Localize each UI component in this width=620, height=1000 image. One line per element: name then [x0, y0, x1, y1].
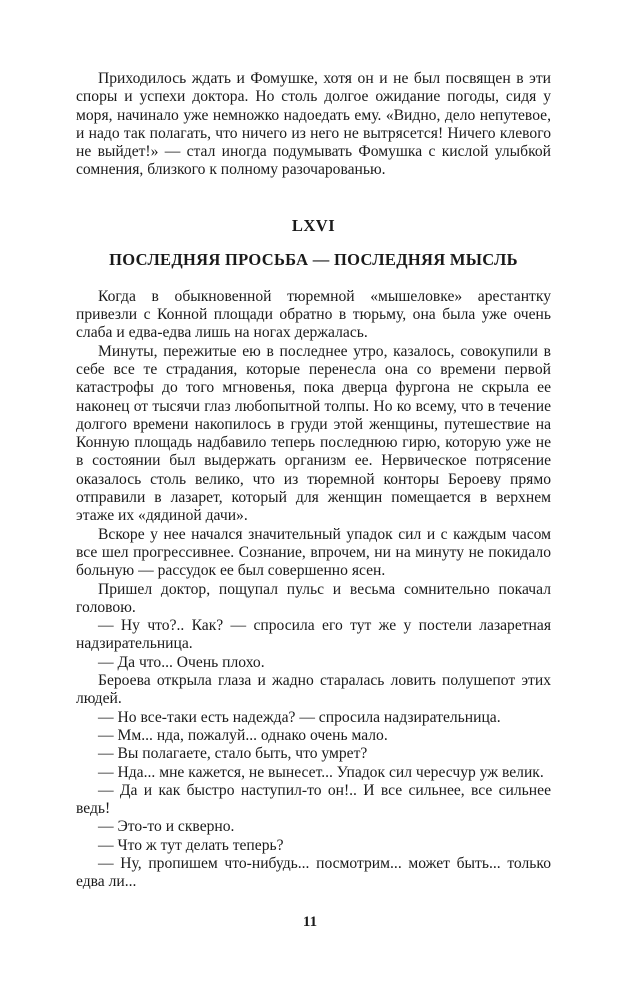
- intro-paragraph: Приходилось ждать и Фомушке, хотя он и не был посвящен в эти споры и успехи доктора. Но столь долгое ожидание погоды, сидя у моря, начинало уже немножко надоедать ему. «Видно, дело непутевое, и надо так полагать, что ничего из него не вытрясется! Ничего клевого не выйдет!» — стал иногда подумывать Фомушка с кислой улыбкой сомнения, близкого к полному разочарованью.: [76, 70, 551, 179]
- paragraph: Бероева открыла глаза и жадно старалась ловить полушепот этих людей.: [76, 672, 551, 708]
- chapter-number: LXVI: [291, 215, 336, 235]
- dialogue-line: — Ну что?.. Как? — спросила его тут же у постели лазаретная надзирательница.: [76, 617, 551, 653]
- chapter-title: ПОСЛЕДНЯЯ ПРОСЬБА — ПОСЛЕДНЯЯ МЫСЛЬ: [109, 249, 518, 269]
- dialogue-line: — Вы полагаете, стало быть, что умрет?: [98, 745, 368, 763]
- dialogue-line: — Да и как быстро наступил-то он!.. И все сильнее, все сильнее ведь!: [76, 781, 551, 818]
- dialogue-line: — Ну, пропишем что-нибудь... посмотрим... может быть... только едва ли...: [76, 854, 551, 891]
- dialogue-line: — Да что... Очень плохо.: [98, 653, 265, 671]
- dialogue-line: — Мм... нда, пожалуй... однако очень мало.: [98, 726, 388, 744]
- dialogue-line: — Это-то и скверно.: [98, 818, 235, 836]
- page-body: [76, 70, 551, 892]
- dialogue-line: — Что ж тут делать теперь?: [98, 836, 284, 854]
- dialogue-line: — Но все-таки есть надежда? — спросила надзирательница.: [98, 708, 501, 726]
- dialogue-line: — Нда... мне кажется, не вынесет... Упадок сил чересчур уж велик.: [98, 763, 544, 781]
- paragraph: Вскоре у нее начался значительный упадок сил и с каждым часом все шел прогрессивнее. Сознание, впрочем, ни на минуту не покидало больную — рассудок ее был совершенно ясен.: [76, 525, 551, 580]
- page-number: 11: [302, 914, 318, 930]
- paragraph: Когда в обыкновенной тюремной «мышеловке» арестантку привезли с Конной площади обратно в тюрьму, она была уже очень слаба и едва-едва лишь на ногах держалась.: [76, 287, 551, 342]
- paragraph: Пришел доктор, пощупал пульс и весьма сомнительно покачал головою.: [76, 580, 551, 616]
- chapter-text: [76, 288, 551, 892]
- paragraph: Минуты, пережитые ею в последнее утро, казалось, совокупили в себе все те страдания, которые перенесла она со времени первой катастрофы до того мгновенья, пока дверца фургона не скрыла ее наконец от тысячи глаз любопытной толпы. Но ко всему, что в течение долгого времени накопилось в груди этой женщины, путешествие на Конную площадь надбавило теперь последнюю гирю, которую уже не в состоянии был выдержать организм ее. Нервическое потрясение оказалось столь велико, что из тюремной конторы Бероеву прямо отправили в лазарет, который для женщин помещается в верхнем этаже их «дядиной дачи».: [76, 342, 551, 525]
